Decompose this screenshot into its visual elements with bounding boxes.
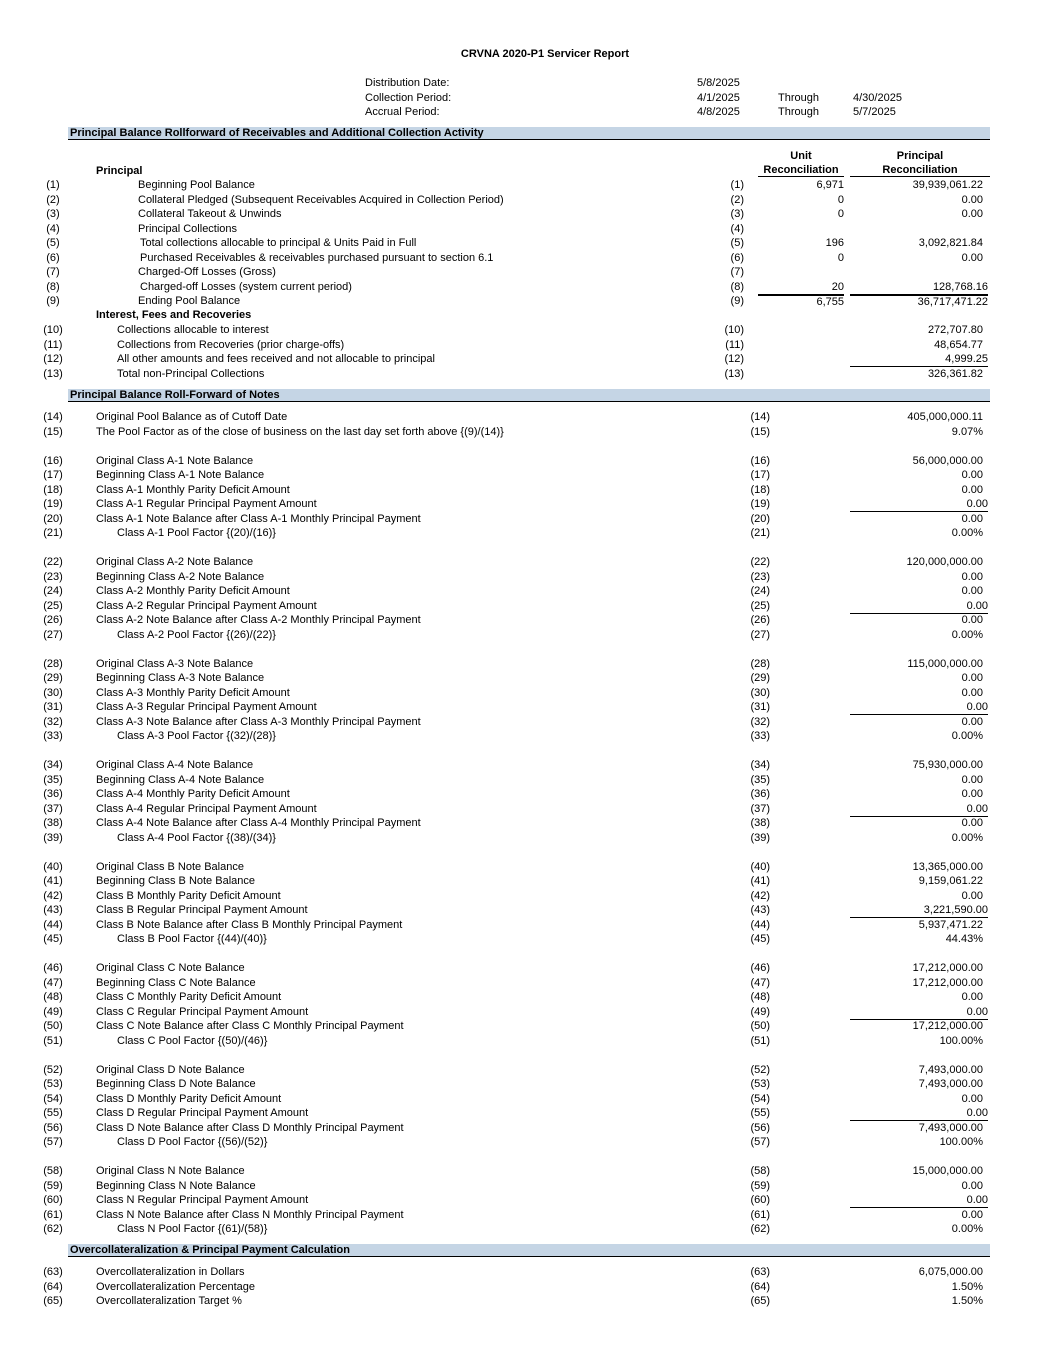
row-label: Class C Note Balance after Class C Monthly Principal Payment — [96, 1020, 404, 1032]
unit-value: 6,755 — [758, 295, 844, 309]
row-ref: (39) — [750, 831, 770, 844]
row-number: (19) — [43, 498, 63, 510]
row-label: Beginning Class A-2 Note Balance — [96, 570, 265, 583]
row-ref: (1) — [730, 179, 744, 191]
row-number: (4) — [46, 222, 60, 235]
row-number: (13) — [43, 367, 63, 380]
row-number: (36) — [43, 788, 63, 800]
principal-value: 5,937,471.22 — [918, 918, 983, 931]
row-number: (3) — [46, 208, 60, 220]
row-label: Class A-4 Note Balance after Class A-4 Monthly Principal Payment — [96, 817, 421, 829]
row-number: (30) — [43, 686, 63, 699]
interest-subheader: Interest, Fees and Recoveries — [96, 309, 252, 321]
row-label: Class A-2 Monthly Parity Deficit Amount — [96, 585, 290, 597]
principal-value: 0.00% — [951, 1223, 983, 1235]
row-number: (48) — [43, 991, 63, 1003]
principal-value: 0.00 — [850, 1194, 988, 1208]
principal-value: 15,000,000.00 — [912, 1165, 983, 1177]
principal-value: 0.00 — [961, 1179, 983, 1192]
row-label: Principal Collections — [138, 222, 238, 235]
row-label: Original Class D Note Balance — [96, 1063, 245, 1076]
row-ref: (41) — [750, 875, 770, 887]
row-number: (51) — [43, 1034, 63, 1047]
row-ref: (43) — [750, 904, 770, 916]
row-number: (29) — [43, 672, 63, 684]
row-number: (35) — [43, 773, 63, 786]
row-number: (32) — [43, 715, 63, 728]
row-number: (22) — [43, 556, 63, 568]
row-number: (56) — [43, 1121, 63, 1134]
date-end: 5/7/2025 — [853, 106, 896, 118]
row-label: Beginning Class B Note Balance — [96, 875, 255, 887]
row-ref: (40) — [750, 860, 770, 873]
row-label: Class C Pool Factor {(50)/(46)} — [117, 1034, 268, 1047]
row-label: Class N Note Balance after Class N Monthly Principal Payment — [96, 1208, 404, 1221]
principal-value: 0.00 — [961, 251, 983, 264]
principal-value: 0.00% — [951, 831, 983, 844]
row-number: (65) — [43, 1295, 63, 1307]
principal-value: 56,000,000.00 — [912, 454, 983, 467]
row-ref: (53) — [750, 1078, 770, 1090]
row-label: Class A-2 Pool Factor {(26)/(22)} — [117, 628, 276, 641]
row-ref: (49) — [750, 1005, 770, 1018]
row-label: Ending Pool Balance — [138, 295, 241, 307]
row-number: (2) — [46, 193, 60, 206]
row-label: Original Class N Note Balance — [96, 1165, 245, 1177]
row-number: (53) — [43, 1078, 63, 1090]
date-label: Collection Period: — [365, 91, 452, 104]
row-label: Class B Monthly Parity Deficit Amount — [96, 889, 281, 902]
row-ref: (61) — [750, 1208, 770, 1221]
row-ref: (54) — [750, 1092, 770, 1105]
row-number: (54) — [43, 1092, 63, 1105]
unit-value: 196 — [825, 237, 844, 249]
row-ref: (3) — [730, 208, 744, 220]
principal-value: 1.50% — [951, 1280, 983, 1293]
row-ref: (28) — [750, 657, 770, 670]
row-label: Class A-1 Regular Principal Payment Amount — [96, 498, 317, 510]
date-label: Distribution Date: — [365, 77, 450, 89]
row-label: Class A-1 Pool Factor {(20)/(16)} — [117, 527, 276, 539]
row-label: Overcollateralization Target % — [96, 1295, 242, 1307]
row-label: Class B Regular Principal Payment Amount — [96, 904, 308, 916]
row-number: (18) — [43, 483, 63, 496]
row-label: Class A-3 Note Balance after Class A-3 Monthly Principal Payment — [96, 715, 421, 728]
row-ref: (13) — [724, 367, 744, 380]
row-number: (28) — [43, 657, 63, 670]
row-label: Collections from Recoveries (prior charge-offs) — [117, 338, 345, 351]
row-number: (17) — [43, 469, 63, 481]
row-label: Purchased Receivables & receivables purchased pursuant to section 6.1 — [140, 251, 494, 264]
principal-value: 4,999.25 — [850, 353, 988, 367]
row-ref: (36) — [750, 788, 770, 800]
row-ref: (56) — [750, 1121, 770, 1134]
row-label: Beginning Class A-3 Note Balance — [96, 672, 265, 684]
row-ref: (51) — [750, 1034, 770, 1047]
row-label: Class D Pool Factor {(56)/(52)} — [117, 1136, 268, 1148]
principal-value: 100.00% — [939, 1034, 983, 1047]
date-start: 5/8/2025 — [697, 77, 740, 89]
row-number: (44) — [43, 918, 63, 931]
row-number: (27) — [43, 628, 63, 641]
row-number: (10) — [43, 324, 63, 336]
row-ref: (27) — [750, 628, 770, 641]
row-number: (12) — [43, 353, 63, 365]
row-label: Beginning Class D Note Balance — [96, 1078, 256, 1090]
row-ref: (37) — [750, 802, 770, 815]
row-number: (45) — [43, 933, 63, 945]
unit-header-2: Reconciliation — [758, 164, 844, 177]
row-label: Original Pool Balance as of Cutoff Date — [96, 411, 288, 423]
principal-value: 0.00 — [961, 512, 983, 525]
principal-value: 39,939,061.22 — [912, 179, 983, 191]
principal-value: 0.00% — [951, 628, 983, 641]
unit-header-1: Unit — [790, 150, 812, 162]
row-ref: (42) — [750, 889, 770, 902]
row-ref: (7) — [730, 266, 744, 278]
row-ref: (63) — [750, 1266, 770, 1278]
row-number: (61) — [43, 1208, 63, 1221]
principal-value: 0.00 — [850, 600, 988, 614]
row-ref: (33) — [750, 730, 770, 742]
row-number: (20) — [43, 512, 63, 525]
row-number: (59) — [43, 1179, 63, 1192]
row-number: (46) — [43, 962, 63, 974]
principal-value: 3,221,590.00 — [850, 904, 988, 918]
row-ref: (30) — [750, 686, 770, 699]
principal-value: 0.00 — [961, 614, 983, 626]
row-ref: (29) — [750, 672, 770, 684]
date-label: Accrual Period: — [365, 106, 440, 118]
principal-value: 36,717,471.22 — [850, 295, 988, 309]
section-header-notes: Principal Balance Roll-Forward of Notes — [68, 389, 990, 402]
row-label: Total non-Principal Collections — [117, 367, 265, 380]
row-ref: (55) — [750, 1107, 770, 1119]
row-number: (63) — [43, 1266, 63, 1278]
principal-value: 48,654.77 — [934, 338, 983, 351]
principal-value: 0.00 — [961, 208, 983, 220]
section-header-overcollateralization: Overcollateralization & Principal Payment Calculation — [68, 1244, 990, 1257]
row-number: (62) — [43, 1223, 63, 1235]
row-number: (9) — [46, 295, 60, 307]
row-number: (60) — [43, 1194, 63, 1206]
row-number: (40) — [43, 860, 63, 873]
principal-value: 0.00 — [961, 991, 983, 1003]
row-number: (39) — [43, 831, 63, 844]
principal-subheader: Principal — [96, 165, 143, 177]
row-label: Beginning Pool Balance — [138, 179, 255, 191]
row-label: Beginning Class N Note Balance — [96, 1179, 256, 1192]
row-label: Original Class C Note Balance — [96, 962, 245, 974]
principal-value: 17,212,000.00 — [912, 976, 983, 989]
date-start: 4/8/2025 — [697, 106, 740, 118]
row-ref: (48) — [750, 991, 770, 1003]
row-ref: (21) — [750, 527, 770, 539]
row-label: Original Class A-2 Note Balance — [96, 556, 254, 568]
row-number: (41) — [43, 875, 63, 887]
date-through: Through — [778, 106, 819, 118]
row-ref: (12) — [724, 353, 744, 365]
row-number: (26) — [43, 614, 63, 626]
row-label: Class D Monthly Parity Deficit Amount — [96, 1092, 282, 1105]
principal-value: 115,000,000.00 — [907, 657, 983, 670]
row-number: (58) — [43, 1165, 63, 1177]
row-label: Class N Pool Factor {(61)/(58)} — [117, 1223, 268, 1235]
row-ref: (5) — [730, 237, 744, 249]
row-label: Beginning Class A-4 Note Balance — [96, 773, 265, 786]
report-title: CRVNA 2020-P1 Servicer Report — [460, 48, 630, 60]
row-ref: (45) — [750, 933, 770, 945]
row-label: Overcollateralization in Dollars — [96, 1266, 245, 1278]
row-ref: (58) — [750, 1165, 770, 1177]
principal-value: 0.00 — [961, 585, 983, 597]
row-label: Class A-1 Monthly Parity Deficit Amount — [96, 483, 290, 496]
principal-value: 0.00 — [961, 193, 983, 206]
row-label: Beginning Class A-1 Note Balance — [96, 469, 265, 481]
date-start: 4/1/2025 — [697, 91, 740, 104]
row-label: Charged-off Losses (system current period) — [140, 280, 352, 293]
principal-value: 0.00 — [850, 498, 988, 512]
principal-value: 0.00 — [961, 1092, 983, 1105]
row-number: (25) — [43, 599, 63, 612]
row-number: (34) — [43, 759, 63, 771]
row-number: (55) — [43, 1107, 63, 1119]
row-number: (50) — [43, 1020, 63, 1032]
row-label: Total collections allocable to principal & Units Paid in Full — [140, 237, 417, 249]
row-label: Collateral Takeout & Unwinds — [138, 208, 282, 220]
row-ref: (47) — [750, 976, 770, 989]
row-number: (33) — [43, 730, 63, 742]
unit-value: 0 — [837, 208, 844, 220]
row-label: Original Class B Note Balance — [96, 860, 244, 873]
principal-value: 0.00 — [850, 803, 988, 817]
row-ref: (26) — [750, 614, 770, 626]
principal-value: 405,000,000.11 — [907, 411, 983, 423]
row-number: (64) — [43, 1280, 63, 1293]
principal-value: 7,493,000.00 — [918, 1063, 983, 1076]
principal-value: 0.00 — [850, 701, 988, 715]
principal-value: 100.00% — [939, 1136, 983, 1148]
principal-value: 0.00 — [961, 672, 983, 684]
row-number: (42) — [43, 889, 63, 902]
row-label: Class D Note Balance after Class D Monthly Principal Payment — [96, 1121, 404, 1134]
row-label: Class C Regular Principal Payment Amount — [96, 1005, 309, 1018]
principal-value: 17,212,000.00 — [912, 1020, 983, 1032]
row-number: (37) — [43, 802, 63, 815]
row-ref: (64) — [750, 1280, 770, 1293]
row-number: (16) — [43, 454, 63, 467]
principal-value: 326,361.82 — [927, 367, 983, 380]
unit-value: 0 — [837, 251, 844, 264]
row-ref: (44) — [750, 918, 770, 931]
unit-value: 20 — [758, 281, 844, 295]
row-label: Class B Pool Factor {(44)/(40)} — [117, 933, 267, 945]
row-ref: (34) — [750, 759, 770, 771]
principal-value: 0.00 — [961, 788, 983, 800]
row-label: Class A-3 Monthly Parity Deficit Amount — [96, 686, 290, 699]
unit-value: 0 — [837, 193, 844, 206]
unit-value: 6,971 — [816, 179, 844, 191]
row-number: (49) — [43, 1005, 63, 1018]
row-number: (43) — [43, 904, 63, 916]
row-label: Collateral Pledged (Subsequent Receivables Acquired in Collection Period) — [138, 193, 504, 206]
principal-value: 272,707.80 — [927, 324, 983, 336]
principal-value: 7,493,000.00 — [918, 1121, 983, 1134]
principal-value: 120,000,000.00 — [906, 556, 983, 568]
row-ref: (35) — [750, 773, 770, 786]
row-number: (1) — [46, 179, 60, 191]
date-through: Through — [778, 91, 819, 104]
principal-value: 0.00% — [951, 730, 983, 742]
row-label: Charged-Off Losses (Gross) — [138, 266, 276, 278]
principal-value: 9,159,061.22 — [918, 875, 983, 887]
row-ref: (60) — [750, 1194, 770, 1206]
row-label: Class A-4 Regular Principal Payment Amount — [96, 802, 317, 815]
row-label: Class A-2 Note Balance after Class A-2 Monthly Principal Payment — [96, 614, 421, 626]
row-label: Original Class A-3 Note Balance — [96, 657, 254, 670]
row-label: Collections allocable to interest — [117, 324, 269, 336]
row-number: (21) — [43, 527, 63, 539]
principal-value: 0.00 — [961, 570, 983, 583]
row-ref: (19) — [750, 498, 770, 510]
row-number: (57) — [43, 1136, 63, 1148]
row-ref: (2) — [730, 193, 744, 206]
row-number: (31) — [43, 701, 63, 713]
principal-value: 17,212,000.00 — [912, 962, 983, 974]
principal-value: 13,365,000.00 — [912, 860, 983, 873]
row-ref: (62) — [750, 1223, 770, 1235]
row-ref: (10) — [724, 324, 744, 336]
row-label: Overcollateralization Percentage — [96, 1280, 255, 1293]
row-number: (8) — [46, 280, 60, 293]
row-ref: (4) — [730, 222, 744, 235]
principal-value: 0.00% — [951, 527, 983, 539]
row-ref: (9) — [730, 295, 744, 307]
row-number: (23) — [43, 570, 63, 583]
principal-header-1: Principal — [896, 150, 944, 162]
section-header-receivables: Principal Balance Rollforward of Receivables and Additional Collection Activity — [68, 127, 990, 140]
row-number: (47) — [43, 976, 63, 989]
row-ref: (31) — [750, 701, 770, 713]
row-ref: (20) — [750, 512, 770, 525]
row-label: The Pool Factor as of the close of business on the last day set forth above {(9)/(14)} — [96, 425, 504, 438]
row-label: Original Class A-1 Note Balance — [96, 454, 254, 467]
row-label: Original Class A-4 Note Balance — [96, 759, 254, 771]
row-label: Class C Monthly Parity Deficit Amount — [96, 991, 282, 1003]
principal-value: 0.00 — [961, 889, 983, 902]
row-ref: (52) — [750, 1063, 770, 1076]
row-ref: (32) — [750, 715, 770, 728]
principal-value: 75,930,000.00 — [912, 759, 983, 771]
row-number: (14) — [43, 411, 63, 423]
principal-value: 0.00 — [961, 1208, 983, 1221]
row-label: Class A-4 Monthly Parity Deficit Amount — [96, 788, 290, 800]
principal-value: 0.00 — [961, 483, 983, 496]
row-ref: (14) — [750, 411, 770, 423]
row-number: (7) — [46, 266, 60, 278]
row-ref: (38) — [750, 817, 770, 829]
row-ref: (8) — [730, 280, 744, 293]
row-ref: (59) — [750, 1179, 770, 1192]
principal-value: 44.43% — [945, 933, 983, 945]
row-label: Class A-3 Regular Principal Payment Amount — [96, 701, 317, 713]
principal-value: 0.00 — [961, 817, 983, 829]
row-number: (15) — [43, 425, 63, 438]
row-ref: (46) — [750, 962, 770, 974]
principal-value: 0.00 — [961, 686, 983, 699]
principal-value: 1.50% — [951, 1295, 983, 1307]
row-ref: (11) — [725, 338, 744, 351]
row-label: Class A-4 Pool Factor {(38)/(34)} — [117, 831, 276, 844]
principal-value: 128,768.16 — [850, 281, 988, 295]
row-ref: (25) — [750, 599, 770, 612]
row-number: (11) — [43, 338, 63, 351]
principal-value: 3,092,821.84 — [918, 237, 983, 249]
row-label: Class A-1 Note Balance after Class A-1 Monthly Principal Payment — [96, 512, 421, 525]
row-ref: (24) — [750, 585, 770, 597]
principal-value: 0.00 — [961, 469, 983, 481]
row-ref: (6) — [730, 251, 744, 264]
row-ref: (16) — [750, 454, 770, 467]
date-end: 4/30/2025 — [853, 91, 902, 104]
row-number: (38) — [43, 817, 63, 829]
row-number: (52) — [43, 1063, 63, 1076]
row-ref: (50) — [750, 1020, 770, 1032]
row-ref: (22) — [750, 556, 770, 568]
principal-value: 7,493,000.00 — [918, 1078, 983, 1090]
principal-value: 6,075,000.00 — [918, 1266, 983, 1278]
row-number: (5) — [46, 237, 60, 249]
row-label: Beginning Class C Note Balance — [96, 976, 256, 989]
row-label: Class N Regular Principal Payment Amount — [96, 1194, 309, 1206]
row-ref: (57) — [750, 1136, 770, 1148]
principal-value: 0.00 — [850, 1006, 988, 1020]
principal-value: 9.07% — [951, 425, 983, 438]
row-ref: (17) — [750, 469, 770, 481]
principal-value: 0.00 — [961, 773, 983, 786]
row-ref: (18) — [750, 483, 770, 496]
principal-header-2: Reconciliation — [850, 164, 990, 177]
row-number: (6) — [46, 251, 60, 264]
principal-value: 0.00 — [850, 1107, 988, 1121]
row-ref: (65) — [750, 1295, 770, 1307]
row-number: (24) — [43, 585, 63, 597]
row-label: Class D Regular Principal Payment Amount — [96, 1107, 309, 1119]
principal-value: 0.00 — [961, 715, 983, 728]
row-label: All other amounts and fees received and not allocable to principal — [117, 353, 435, 365]
row-ref: (23) — [750, 570, 770, 583]
row-label: Class B Note Balance after Class B Monthly Principal Payment — [96, 918, 403, 931]
row-label: Class A-3 Pool Factor {(32)/(28)} — [117, 730, 276, 742]
row-label: Class A-2 Regular Principal Payment Amount — [96, 599, 317, 612]
row-ref: (15) — [750, 425, 770, 438]
